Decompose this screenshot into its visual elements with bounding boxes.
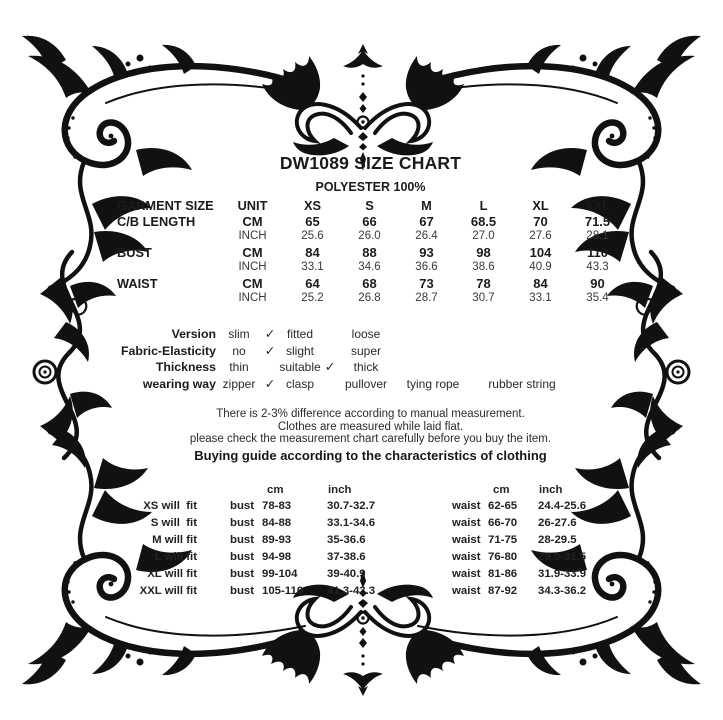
size-table [117,198,626,307]
fit-table [77,483,623,600]
value-xl: 33.1 [529,292,552,304]
attribute-option-2: clasp [285,376,314,391]
fit-size-label: M will fit [152,534,197,546]
waist-cm-range: 71-75 [488,534,518,546]
attribute-row [76,376,572,393]
waist-label: waist [452,500,481,512]
fit-table-row [77,515,623,532]
attribute-option-1: slim [228,327,250,341]
fit-size-label: L will fit [154,551,197,563]
value-s: 66 [362,213,377,229]
bust-inch-range: 35-36.6 [327,534,366,546]
attribute-option-1: zipper [222,376,256,391]
fit-table-row [77,549,623,566]
header-m: M [421,198,432,213]
unit-cell: INCH [238,230,267,242]
waist-label: waist [452,534,481,546]
header-xl: XL [532,198,549,213]
waist-label: waist [452,517,481,529]
size-table-row [117,291,626,307]
attribute-option-2: slight [285,343,314,358]
fit-table-row [77,498,623,515]
attribute-option-3: loose [351,327,381,341]
value-s: 88 [362,244,377,260]
bust-label: bust [230,500,255,512]
size-table-row [117,276,626,292]
bust-label: bust [230,534,255,546]
value-xs: 33.1 [301,261,324,273]
value-xs: 64 [305,275,320,291]
measure-label: BUST [117,244,152,260]
value-s: 26.0 [358,230,381,242]
bust-cm-header: cm [267,484,284,496]
value-l: 68.5 [470,213,497,229]
value-l: 27.0 [472,230,495,242]
bust-inch-range: 39-40.9 [327,568,366,580]
value-s: 68 [362,275,377,291]
value-l: 78 [476,275,491,291]
unit-cell: CM [242,244,263,260]
fit-table-row [77,583,623,600]
waist-label: waist [452,551,481,563]
attribute-option-5: rubber string [488,376,556,391]
attribute-option-2: suitable [279,360,321,374]
waist-inch-range: 28-29.5 [538,534,577,546]
value-xl: 40.9 [529,261,552,273]
measure-label: C/B LENGTH [117,213,196,229]
fit-table-row [77,532,623,549]
bust-cm-range: 105-110 [262,585,304,597]
value-xs: 65 [305,213,320,229]
attribute-row [76,326,572,343]
note-line-1: There is 2-3% difference according to manual measurement. [216,408,525,420]
size-table-row [117,229,626,245]
value-m: 67 [419,213,434,229]
bust-inch-range: 30.7-32.7 [327,500,376,512]
fit-table-row [77,566,623,583]
bust-cm-range: 78-83 [262,500,292,512]
value-xxl: 71.5 [584,213,611,229]
value-xxl: 110 [587,244,608,260]
size-table-body [117,214,626,307]
fit-size-label: S will fit [150,517,197,529]
value-xl: 27.6 [529,230,552,242]
bust-inch-range: 41.3-43.3 [327,585,376,597]
value-xs: 25.2 [301,292,324,304]
value-s: 34.6 [358,261,381,273]
measurement-notes [9,408,723,446]
header-l: L [479,198,488,213]
attribute-label: Thickness [155,360,216,374]
note-line-3: please check the measurement chart carefully before you buy the item. [189,433,552,446]
attribute-label: wearing way [142,376,216,391]
waist-inch-range: 34.3-36.2 [538,585,587,597]
bust-cm-range: 89-93 [262,534,292,546]
page-title: DW1089 SIZE CHART [279,153,462,173]
waist-cm-header: cm [493,484,510,496]
value-l: 98 [476,244,491,260]
attribute-option-3: pullover [344,376,388,391]
value-xl: 104 [529,244,552,260]
header-garment-size: GARMENT SIZE [117,198,214,213]
attribute-option-1: thin [229,360,249,374]
value-xs: 84 [305,244,320,260]
waist-cm-range: 81-86 [488,568,518,580]
bust-cm-range: 94-98 [262,551,292,563]
size-table-row [117,214,626,230]
attribute-option-4: tying rope [406,376,460,391]
value-xxl: 28.1 [586,230,609,242]
fit-table-header [77,483,623,498]
buying-guide-heading: Buying guide according to the characteristics of clothing [194,448,547,463]
value-xxl: 43.3 [586,261,609,273]
waist-cm-range: 62-65 [488,500,518,512]
attribute-option-3: thick [353,360,379,374]
value-xl: 84 [533,275,548,291]
fit-size-label: XL will fit [147,568,197,580]
attribute-option-2: fitted [286,327,313,341]
bust-cm-range: 99-104 [262,568,298,580]
bust-inch-range: 33.1-34.6 [327,517,376,529]
waist-inch-range: 31.9-33.9 [538,568,587,580]
size-table-row [117,245,626,261]
header-xs: XS [303,198,322,213]
waist-inch-header: inch [539,484,563,496]
fit-size-label: XS will fit [143,500,197,512]
bust-inch-header: inch [328,484,352,496]
attribute-option-1: no [232,343,246,358]
attribute-row [76,359,572,376]
value-m: 28.7 [415,292,438,304]
measure-label: WAIST [117,275,158,291]
unit-cell: CM [242,213,263,229]
note-line-2: Clothes are measured while laid flat. [277,420,464,433]
value-l: 38.6 [472,261,495,273]
header-unit: UNIT [237,198,268,213]
waist-cm-range: 76-80 [488,551,518,563]
attribute-label: Version [171,327,216,341]
size-table-row [117,260,626,276]
value-xs: 25.6 [301,230,324,242]
waist-label: waist [452,585,481,597]
unit-cell: INCH [238,261,267,273]
bust-label: bust [230,517,255,529]
value-l: 30.7 [472,292,495,304]
attribute-label: Fabric-Elasticity [121,343,216,358]
value-xxl: 35.4 [586,292,609,304]
waist-inch-range: 26-27.6 [538,517,577,529]
bust-label: bust [230,568,255,580]
check-mark-icon: ✓ [264,327,276,341]
waist-inch-range: 24.4-25.6 [538,500,587,512]
bust-inch-range: 37-38.6 [327,551,366,563]
check-mark-icon: ✓ [264,343,276,358]
header-xxl: XXL [585,198,610,213]
check-mark-icon: ✓ [324,360,336,374]
waist-cm-range: 87-92 [488,585,518,597]
value-m: 36.6 [415,261,438,273]
header-s: S [365,198,374,213]
size-table-header [117,198,626,214]
unit-cell: INCH [238,292,267,304]
waist-label: waist [452,568,481,580]
value-xl: 70 [533,213,548,229]
fit-table-body [77,498,623,600]
value-s: 26.8 [358,292,381,304]
check-mark-icon: ✓ [264,376,276,391]
waist-cm-range: 66-70 [488,517,518,529]
bust-label: bust [230,551,255,563]
value-xxl: 90 [590,275,605,291]
value-m: 26.4 [415,230,438,242]
fit-size-label: XXL will fit [139,585,197,597]
value-m: 73 [419,275,434,291]
waist-inch-range: 29.9-31.5 [538,551,587,563]
value-m: 93 [419,244,434,260]
bust-cm-range: 84-88 [262,517,292,529]
attribute-table [76,326,572,392]
bust-label: bust [230,585,255,597]
unit-cell: CM [242,275,263,291]
attribute-row [76,343,572,360]
fabric-subtitle: POLYESTER 100% [315,180,426,194]
attribute-option-3: super [350,343,382,358]
